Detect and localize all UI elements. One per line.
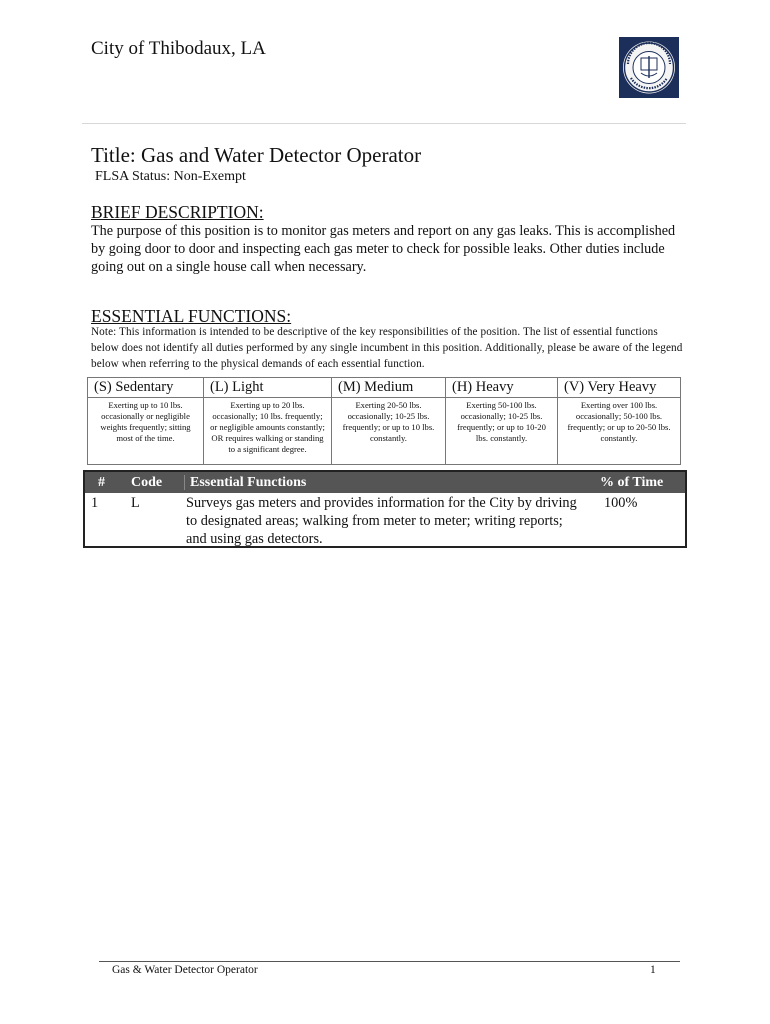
- essential-functions-note: Note: This information is intended to be descriptive of the key responsibilities of the position. The list of essential functions below does not identify all duties performed by any single incumbent in this position. Additionally, please be aware of the legend below when referring to the physical demands of each essential function.: [91, 326, 683, 370]
- flsa-status: FLSA Status: Non-Exempt: [95, 169, 246, 184]
- row-code: L: [131, 495, 140, 511]
- legend-medium: [332, 378, 446, 464]
- essential-functions-table: [83, 470, 687, 548]
- row-percent-time: 100%: [604, 495, 638, 511]
- footer-divider: [99, 961, 680, 962]
- legend-description: Exerting 20-50 lbs. occasionally; 10-25 lbs. frequently; or up to 10 lbs. constantly.: [342, 400, 435, 443]
- legend-description: Exerting over 100 lbs. occasionally; 50-100 lbs. frequently; or up to 20-50 lbs. constantly.: [567, 400, 671, 443]
- brief-description-heading: BRIEF DESCRIPTION:: [91, 202, 264, 222]
- job-title: Title: Gas and Water Detector Operator: [91, 143, 422, 167]
- header-essential-functions: Essential Functions: [190, 475, 307, 490]
- row-function: Surveys gas meters and provides information for the City by driving to designated areas; walking from meter to meter; writing reports; and using gas detectors.: [186, 495, 577, 547]
- legend-description: Exerting up to 10 lbs. occasionally or negligible weights frequently; sitting most of the time.: [100, 400, 191, 443]
- header-separator: [184, 475, 185, 490]
- physical-demands-legend: [87, 377, 681, 465]
- header-code: Code: [131, 475, 163, 490]
- legend-label: (L) Light: [204, 378, 331, 398]
- table-header-row: [85, 472, 685, 493]
- essential-functions-heading: ESSENTIAL FUNCTIONS:: [91, 306, 292, 326]
- legend-heavy: [446, 378, 558, 464]
- legend-label: (V) Very Heavy: [558, 378, 680, 398]
- legend-label: (S) Sedentary: [88, 378, 203, 398]
- legend-label: (M) Medium: [332, 378, 445, 398]
- legend-description: Exerting up to 20 lbs. occasionally; 10 lbs. frequently; or negligible amounts constantly; OR requires walking or standing to a significant degree.: [210, 400, 325, 454]
- header-divider: [82, 123, 686, 124]
- brief-description-text: The purpose of this position is to monitor gas meters and report on any gas leaks. This is accomplished by going door to door and inspecting each gas meter to check for possible leaks. Other duties include going out on a single house call when necessary.: [91, 223, 676, 275]
- legend-very-heavy: [558, 378, 680, 464]
- legend-light: [204, 378, 332, 464]
- footer-document-name: Gas & Water Detector Operator: [112, 964, 258, 976]
- legend-sedentary: [88, 378, 204, 464]
- row-number: 1: [91, 495, 99, 511]
- city-seal-logo: [619, 37, 679, 98]
- header-percent-time: % of Time: [600, 475, 664, 490]
- organization-name: City of Thibodaux, LA: [91, 38, 266, 59]
- legend-label: (H) Heavy: [446, 378, 557, 398]
- footer-page-number: 1: [650, 964, 656, 976]
- header-number: #: [98, 475, 105, 490]
- legend-description: Exerting 50-100 lbs. occasionally; 10-25 lbs. frequently; or up to 10-20 lbs. constantly.: [457, 400, 546, 443]
